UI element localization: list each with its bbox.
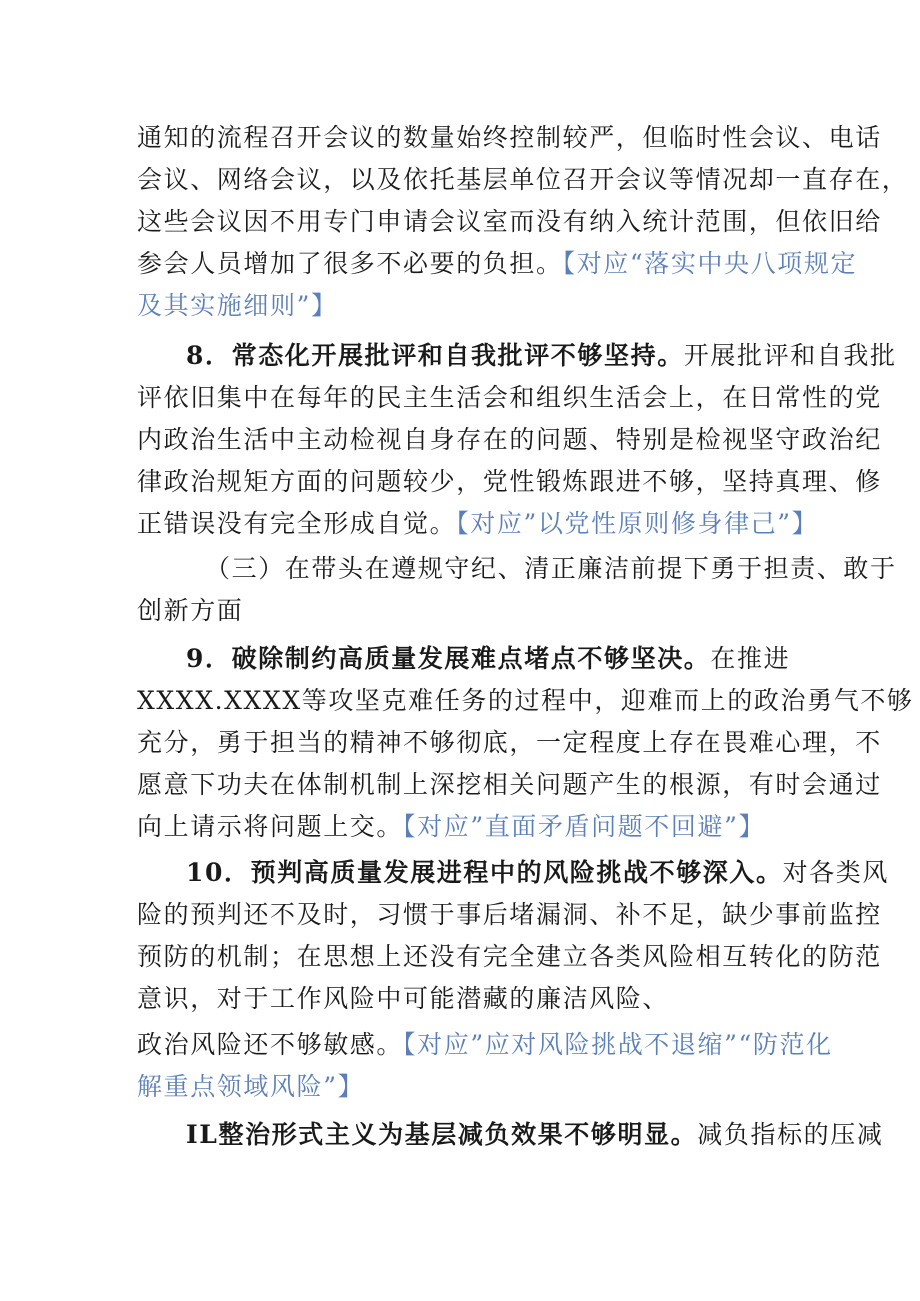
correspondence-note: 【对应”应对风险挑战不退缩”“防范化 [403, 1030, 833, 1059]
text-line: 向上请示将问题上交。【对应”直面矛盾问题不回避”】 [137, 812, 766, 841]
item-9-heading: 9．破除制约高质量发展难点堵点不够坚决。在推进 [186, 644, 791, 673]
text-line: 这些会议因不用专门申请会议室而没有纳入统计范围，但依旧给 [137, 207, 882, 236]
text-line: 参会人员增加了很多不必要的负担。【对应“落实中央八项规定 [137, 249, 858, 278]
item-8-heading: 8．常态化开展批评和自我批评不够坚持。开展批评和自我批 [186, 341, 897, 370]
correspondence-note: 解重点领域风险”】 [137, 1072, 365, 1101]
correspondence-note: 及其实施细则”】 [137, 291, 338, 320]
text-line: 预防的机制；在思想上还没有完全建立各类风险相互转化的防范 [137, 942, 882, 971]
text-line: XXXX.XXXX等攻坚克难任务的过程中，迎难而上的政治勇气不够 [137, 686, 914, 715]
text-line: 评依旧集中在每年的民主生活会和组织生活会上，在日常性的党 [137, 383, 882, 412]
item-11-heading: IL整治形式主义为基层减负效果不够明显。减负指标的压减 [186, 1120, 884, 1149]
section-heading-cont: 创新方面 [137, 596, 244, 625]
correspondence-note: 【对应”以党性原则修身律己”】 [456, 509, 819, 538]
text-line: 内政治生活中主动检视自身存在的问题、特别是检视坚守政治纪 [137, 425, 882, 454]
text-line: 政治风险还不够敏感。【对应”应对风险挑战不退缩”“防范化 [137, 1030, 833, 1059]
text-line: 律政治规矩方面的问题较少，党性锻炼跟进不够，坚持真理、修 [137, 467, 882, 496]
text-line: 充分，勇于担当的精神不够彻底，一定程度上存在畏难心理，不 [137, 728, 882, 757]
text-line: 会议、网络会议，以及依托基层单位召开会议等情况却一直存在， [137, 165, 909, 194]
text-line: 意识，对于工作风险中可能潜藏的廉洁风险、 [137, 984, 670, 1013]
text-line: 通知的流程召开会议的数量始终控制较严，但临时性会议、电话 [137, 123, 882, 152]
text-line: 愿意下功夫在体制机制上深挖相关问题产生的根源，有时会通过 [137, 770, 882, 799]
item-10-heading: 10．预判高质量发展进程中的风险挑战不够深入。对各类风 [186, 858, 889, 887]
section-heading: （三）在带头在遵规守纪、清正廉洁前提下勇于担责、敢于 [205, 554, 897, 583]
correspondence-note: 【对应”直面矛盾问题不回避”】 [403, 812, 766, 841]
text-line: 正错误没有完全形成自觉。【对应”以党性原则修身律己”】 [137, 509, 819, 538]
correspondence-note: 【对应“落实中央八项规定 [562, 249, 858, 278]
text-line: 险的预判还不及时，习惯于事后堵漏洞、补不足，缺少事前监控 [137, 900, 882, 929]
